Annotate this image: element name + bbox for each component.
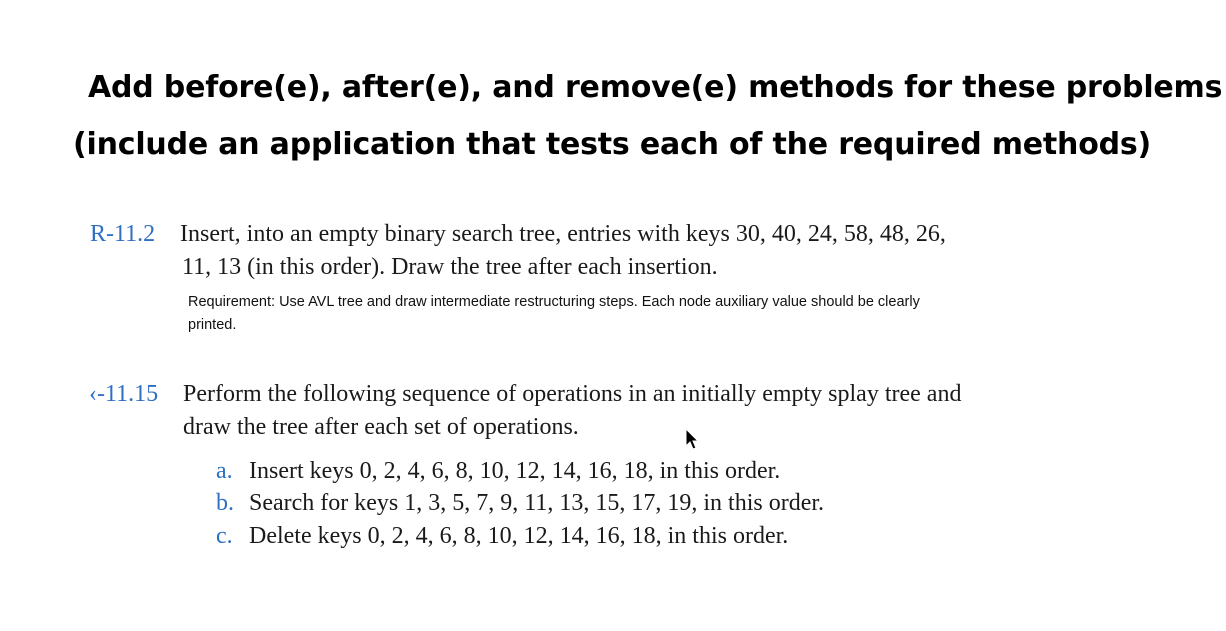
item-a-marker: a. [216,458,233,484]
item-b-text: Search for keys 1, 3, 5, 7, 9, 11, 13, 15, 17, 19, in this order. [249,490,825,516]
requirement-line-2: printed. [188,317,237,333]
item-c-marker: c. [216,523,233,549]
problem-2-text-line-1: Perform the following sequence of operations in an initially empty splay tree and [183,381,962,407]
problem-1-label: R-11.2 [90,221,156,247]
item-b-marker: b. [216,490,234,516]
requirement-line-1: Requirement: Use AVL tree and draw intermediate restructuring steps. Each node auxiliary value should be clearly [188,294,920,310]
heading-line-2: (include an application that tests each of the required methods) [73,127,1152,162]
problem-1-text-line-2: 11, 13 (in this order). Draw the tree after each insertion. [182,254,718,280]
problem-2-text-line-2: draw the tree after each set of operations. [183,414,579,440]
mouse-pointer-icon [684,428,700,450]
item-a-text: Insert keys 0, 2, 4, 6, 8, 10, 12, 14, 16, 18, in this order. [249,458,781,484]
heading-line-1: Add before(e), after(e), and remove(e) methods for these problems [88,70,1223,105]
problem-2-label: ‹-11.15 [89,381,159,407]
problem-1-text-line-1: Insert, into an empty binary search tree, entries with keys 30, 40, 24, 58, 48, 26, [180,221,946,247]
item-c-text: Delete keys 0, 2, 4, 6, 8, 10, 12, 14, 16, 18, in this order. [249,523,789,549]
